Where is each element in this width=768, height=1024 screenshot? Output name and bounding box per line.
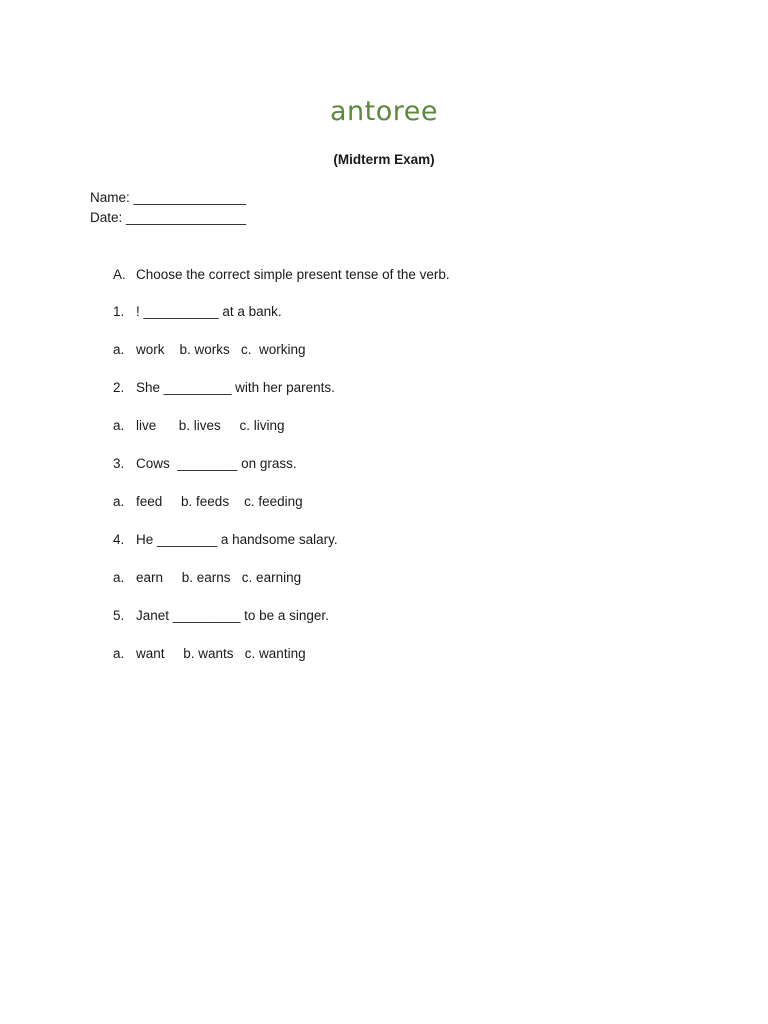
date-field: Date: ________________: [90, 210, 247, 225]
options-1: [113, 342, 306, 357]
question-text: She _________ with her parents.: [136, 380, 335, 395]
question-marker: 1.: [113, 304, 125, 319]
options-text: live b. lives c. living: [136, 418, 285, 433]
options-3: [113, 494, 303, 509]
options-text: want b. wants c. wanting: [136, 646, 306, 661]
option-marker: a.: [113, 418, 125, 433]
question-text: Janet _________ to be a singer.: [136, 608, 329, 623]
name-field: Name: _______________: [90, 190, 247, 205]
options-text: feed b. feeds c. feeding: [136, 494, 303, 509]
document-title: antoree: [330, 96, 438, 127]
option-marker: a.: [113, 494, 125, 509]
question-3: [113, 456, 297, 471]
document-subtitle: (Midterm Exam): [333, 152, 435, 167]
options-text: work b. works c. working: [136, 342, 306, 357]
option-marker: a.: [113, 646, 125, 661]
instruction: [113, 267, 450, 282]
options-5: [113, 646, 306, 661]
question-5: [113, 608, 329, 623]
option-marker: a.: [113, 570, 125, 585]
question-text: ! __________ at a bank.: [136, 304, 282, 319]
instruction-text: Choose the correct simple present tense of the verb.: [136, 267, 450, 282]
options-2: [113, 418, 285, 433]
question-2: [113, 380, 335, 395]
instruction-marker: A.: [113, 267, 126, 282]
question-marker: 5.: [113, 608, 125, 623]
question-text: Cows ________ on grass.: [136, 456, 297, 471]
question-text: He ________ a handsome salary.: [136, 532, 338, 547]
question-marker: 2.: [113, 380, 125, 395]
options-4: [113, 570, 301, 585]
question-1: [113, 304, 282, 319]
question-4: [113, 532, 338, 547]
option-marker: a.: [113, 342, 125, 357]
question-marker: 4.: [113, 532, 125, 547]
options-text: earn b. earns c. earning: [136, 570, 302, 585]
question-marker: 3.: [113, 456, 125, 471]
